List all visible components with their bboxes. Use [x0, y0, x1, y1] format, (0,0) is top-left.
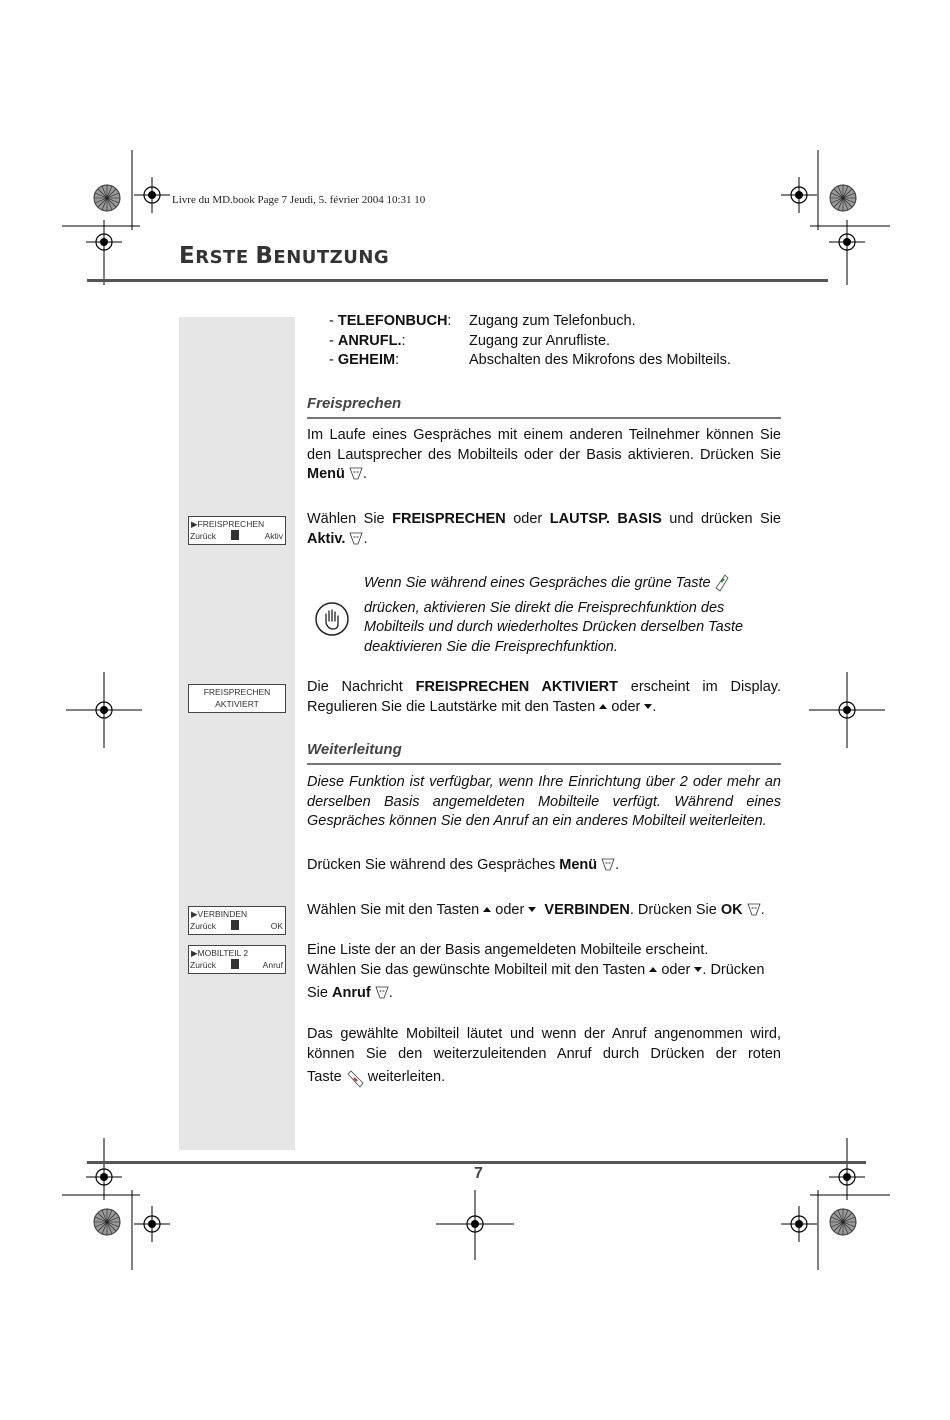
list-item: - TELEFONBUCH: Zugang zum Telefonbuch.: [329, 313, 636, 329]
sidebar: [179, 317, 295, 1150]
hint-note: Wenn Sie während eines Gespräches die grüne Taste drücken, aktivieren Sie direkt die Freisprechfunktion des Mobilteils und durch wiederholtes Drücken derselben Taste deaktivieren Sie die Freisprechfunktion.: [364, 575, 744, 655]
paragraph: Das gewählte Mobilteil läutet und wenn der Anruf angenommen wird, können Sie den weiterzuleitenden Anruf durch Drücken der roten Taste weiterleiten.: [307, 1025, 781, 1088]
list-item: - GEHEIM: Abschalten des Mikrofons des Mobilteils.: [329, 352, 731, 368]
subsection-rule: [307, 763, 781, 765]
menu-key-icon: [349, 531, 363, 546]
registration-star-icon: [830, 185, 856, 211]
down-arrow-icon: [644, 704, 652, 709]
menu-key-icon: [601, 857, 615, 872]
selection-arrow-icon: ▶: [191, 519, 198, 529]
registration-mark-icon: [134, 177, 170, 213]
paragraph: Die Nachricht FREISPRECHEN AKTIVIERT erscheint im Display. Regulieren Sie die Lautstärke mit den Tasten oder .: [307, 679, 781, 715]
nav-key-icon: [231, 959, 239, 969]
subsection-title: Weiterleitung: [307, 741, 402, 758]
lcd-mobilteil: ▶MOBILTEIL 2 Zurück Anruf: [188, 945, 286, 974]
registration-mark-icon: [781, 177, 817, 213]
footer-rule: [87, 1161, 866, 1164]
hand-note-icon: [314, 601, 350, 637]
subsection-rule: [307, 417, 781, 419]
paragraph: Wählen Sie mit den Tasten oder VERBINDEN. Drücken Sie OK .: [307, 902, 765, 918]
registration-star-icon: [94, 185, 120, 211]
registration-star-icon: [94, 1209, 120, 1235]
subsection-title: Freisprechen: [307, 395, 402, 412]
paragraph: Drücken Sie während des Gespräches Menü .: [307, 857, 620, 873]
list-item: - ANRUFL.: Zugang zur Anrufliste.: [329, 332, 611, 349]
menu-key-icon: [375, 985, 389, 1000]
menu-list: [329, 312, 789, 371]
up-arrow-icon: [483, 907, 491, 912]
lcd-verbinden: ▶VERBINDEN Zurück OK: [188, 906, 286, 935]
menu-key-icon: [349, 466, 363, 481]
paragraph: Im Laufe eines Gespräches mit einem anderen Teilnehmer können Sie den Lautsprecher des Mobilteils oder der Basis aktivieren. Drücken Sie Menü .: [307, 427, 781, 482]
menu-key-icon: [747, 902, 761, 917]
lcd-freisprechen: ▶FREISPRECHEN Zurück Aktiv: [188, 516, 286, 545]
paragraph: Eine Liste der an der Basis angemeldeten Mobilteile erscheint. Wählen Sie das gewünschte Mobilteil mit den Tasten oder . Drücken Sie Anruf .: [307, 942, 765, 1001]
registration-mark-icon: [781, 1206, 817, 1242]
green-key-icon: [715, 574, 729, 592]
page-title: ERSTE BENUTZUNG: [179, 243, 390, 269]
down-arrow-icon: [528, 907, 536, 912]
page-number: 7: [474, 1165, 483, 1182]
nav-key-icon: [231, 530, 239, 540]
nav-key-icon: [231, 920, 239, 930]
selection-arrow-icon: ▶: [191, 909, 198, 919]
lcd-aktiviert: FREISPRECHEN AKTIVIERT: [188, 684, 286, 713]
title-rule: [87, 279, 828, 282]
up-arrow-icon: [599, 704, 607, 709]
red-key-icon: [346, 1070, 364, 1088]
paragraph: Wählen Sie FREISPRECHEN oder LAUTSP. BASIS und drücken Sie Aktiv. .: [307, 511, 781, 547]
selection-arrow-icon: ▶: [191, 948, 198, 958]
registration-mark-icon: [134, 1206, 170, 1242]
up-arrow-icon: [649, 967, 657, 972]
paragraph: Diese Funktion ist verfügbar, wenn Ihre Einrichtung über 2 oder mehr an derselben Basis angemeldeten Mobilteile verfügt. Während eines Gespräches können Sie den Anruf an ein anderes Mobilteil weiterleiten.: [307, 774, 781, 829]
registration-star-icon: [830, 1209, 856, 1235]
file-info: Livre du MD.book Page 7 Jeudi, 5. février 2004 10:31 10: [172, 194, 426, 206]
